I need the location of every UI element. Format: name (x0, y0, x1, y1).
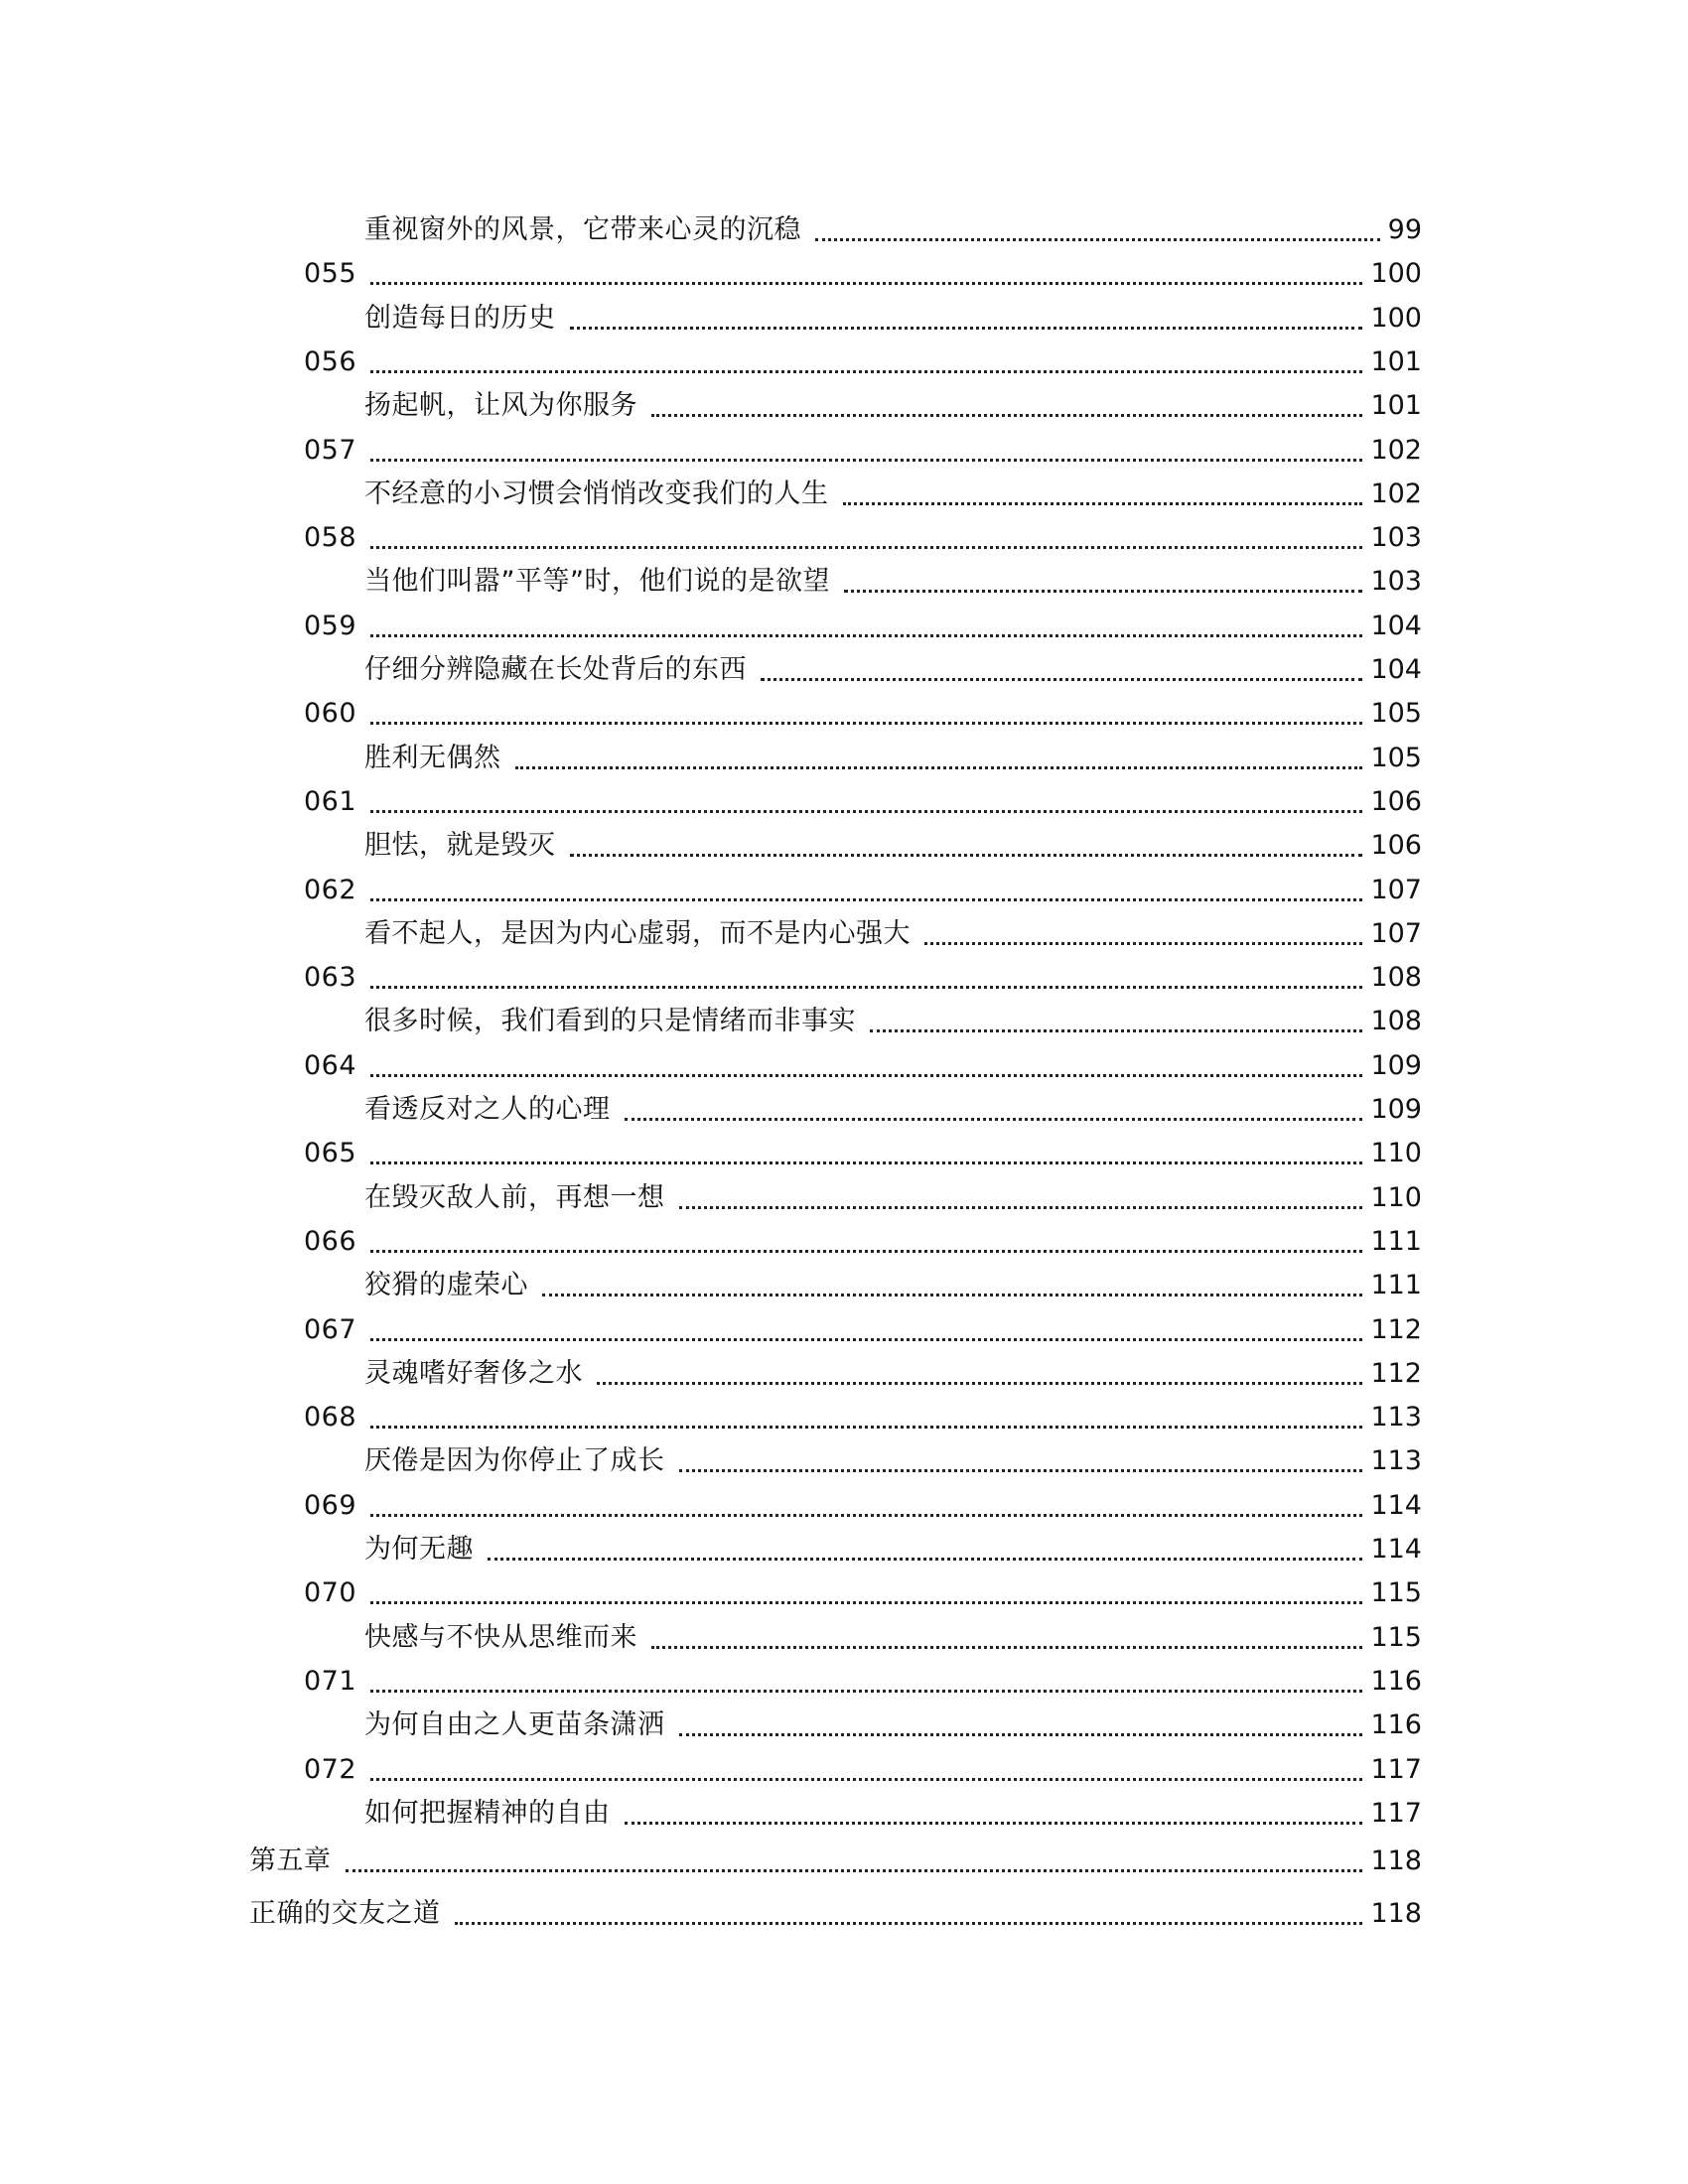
toc-entry[interactable] (364, 739, 1422, 778)
dot-leader (370, 546, 1362, 549)
toc-page-number: 110 (1370, 1181, 1422, 1213)
dot-leader (488, 1558, 1362, 1561)
toc-entry-title: 在毁灭敌人前，再想一想 (364, 1181, 665, 1213)
toc-entry-number[interactable] (304, 518, 1422, 558)
toc-page-number: 107 (1370, 917, 1422, 949)
dot-leader (679, 1206, 1363, 1209)
dot-leader (455, 1922, 1363, 1925)
toc-entry-title: 快感与不快从思维而来 (364, 1621, 637, 1653)
toc-entry-title: 正确的交友之道 (249, 1898, 441, 1930)
toc-entry-title: 当他们叫嚣”平等”时，他们说的是欲望 (364, 566, 830, 598)
toc-page-number: 99 (1387, 214, 1422, 245)
toc-entry-number[interactable] (304, 1750, 1422, 1790)
toc-entry-title: 055 (304, 258, 357, 290)
dot-leader (597, 1382, 1362, 1385)
toc-entry-title: 062 (304, 874, 357, 905)
dot-leader (370, 1161, 1362, 1164)
dot-leader (815, 238, 1380, 241)
toc-entry-title: 069 (304, 1489, 357, 1521)
toc-entry[interactable] (364, 1618, 1422, 1658)
toc-page-number: 100 (1370, 258, 1422, 290)
toc-page-number: 105 (1370, 742, 1422, 773)
dot-leader (370, 1250, 1362, 1253)
toc-entry-number[interactable] (304, 1310, 1422, 1350)
toc-page-number: 105 (1370, 698, 1422, 730)
toc-entry-title: 为何自由之人更苗条潇洒 (364, 1709, 665, 1741)
toc-page-number: 113 (1370, 1445, 1422, 1477)
toc-page-number: 107 (1370, 874, 1422, 905)
dot-leader (370, 810, 1362, 813)
toc-entry[interactable] (364, 475, 1422, 514)
toc-page-number: 104 (1370, 610, 1422, 641)
dot-leader (346, 1869, 1363, 1872)
toc-entry-title: 胜利无偶然 (364, 742, 501, 773)
toc-entry-number[interactable] (304, 1662, 1422, 1702)
dot-leader (370, 1426, 1362, 1429)
toc-entry-title: 059 (304, 610, 357, 641)
toc-entry[interactable] (364, 299, 1422, 339)
toc-chapter-entry[interactable] (249, 1894, 1422, 1934)
toc-entry-title: 071 (304, 1665, 357, 1697)
dot-leader (843, 502, 1363, 505)
toc-page-number: 117 (1370, 1797, 1422, 1829)
toc-page-number: 108 (1370, 962, 1422, 994)
dot-leader (924, 942, 1362, 945)
dot-leader (370, 986, 1362, 989)
toc-page-number: 114 (1370, 1489, 1422, 1521)
toc-entry[interactable] (364, 650, 1422, 690)
toc-page-number: 112 (1370, 1313, 1422, 1345)
toc-entry-number[interactable] (304, 871, 1422, 910)
dot-leader (515, 766, 1363, 769)
toc-entry-title: 063 (304, 962, 357, 994)
toc-page-number: 113 (1370, 1402, 1422, 1433)
toc-page-number: 112 (1370, 1357, 1422, 1389)
toc-entry-title: 创造每日的历史 (364, 302, 556, 334)
dot-leader (625, 1118, 1363, 1121)
toc-entry-number[interactable] (304, 958, 1422, 998)
dot-leader (870, 1029, 1362, 1032)
toc-page-number: 103 (1370, 522, 1422, 554)
dot-leader (370, 1338, 1362, 1341)
toc-entry-number[interactable] (304, 694, 1422, 734)
toc-entry-title: 重视窗外的风景，它带来心灵的沉稳 (364, 214, 801, 245)
toc-entry-number[interactable] (304, 342, 1422, 382)
toc-entry-title: 067 (304, 1313, 357, 1345)
toc-entry[interactable] (364, 1794, 1422, 1834)
toc-page-number: 101 (1370, 390, 1422, 422)
dot-leader (370, 1514, 1362, 1517)
toc-entry[interactable] (364, 1441, 1422, 1481)
toc-entry-number[interactable] (304, 1573, 1422, 1613)
toc-entry-title: 060 (304, 698, 357, 730)
toc-entry[interactable] (364, 1530, 1422, 1570)
toc-entry-title: 不经意的小习惯会悄悄改变我们的人生 (364, 478, 829, 509)
toc-entry-title: 厌倦是因为你停止了成长 (364, 1445, 665, 1477)
dot-leader (370, 1778, 1362, 1781)
toc-page-number: 109 (1370, 1094, 1422, 1125)
toc-entry-title: 061 (304, 785, 357, 817)
toc-page-number: 115 (1370, 1621, 1422, 1653)
toc-entry-title: 如何把握精神的自由 (364, 1797, 611, 1829)
toc-entry-number[interactable] (304, 607, 1422, 646)
toc-entry-title: 057 (304, 434, 357, 466)
toc-entry[interactable] (364, 1178, 1422, 1218)
toc-entry-title: 066 (304, 1225, 357, 1257)
toc-entry-number[interactable] (304, 1222, 1422, 1262)
toc-entry-number[interactable] (304, 254, 1422, 294)
toc-entry-title: 看不起人，是因为内心虚弱，而不是内心强大 (364, 917, 911, 949)
toc-entry[interactable] (364, 1354, 1422, 1394)
dot-leader (370, 1690, 1362, 1693)
toc-entry-title: 仔细分辨隐藏在长处背后的东西 (364, 654, 747, 685)
toc-page-number: 101 (1370, 345, 1422, 377)
toc-entry[interactable] (364, 386, 1422, 426)
toc-page-number: 111 (1370, 1270, 1422, 1301)
toc-page-number: 111 (1370, 1225, 1422, 1257)
dot-leader (370, 634, 1362, 637)
toc-page-number: 106 (1370, 830, 1422, 862)
toc-entry-title: 068 (304, 1402, 357, 1433)
toc-page-number: 114 (1370, 1534, 1422, 1565)
toc-page-number: 106 (1370, 785, 1422, 817)
toc-page-number: 104 (1370, 654, 1422, 685)
toc-entry[interactable] (364, 210, 1422, 250)
toc-entry[interactable] (364, 1706, 1422, 1745)
toc-entry[interactable] (364, 826, 1422, 866)
toc-page-number: 117 (1370, 1753, 1422, 1785)
toc-entry-title: 064 (304, 1049, 357, 1081)
dot-leader (542, 1294, 1362, 1297)
toc-entry-number[interactable] (304, 1046, 1422, 1086)
toc-entry-title: 065 (304, 1138, 357, 1169)
toc-entry-number[interactable] (304, 431, 1422, 471)
dot-leader (679, 1733, 1363, 1736)
toc-entry-number[interactable] (304, 1486, 1422, 1526)
dot-leader (679, 1469, 1363, 1472)
toc-page-number: 118 (1370, 1898, 1422, 1930)
dot-leader (651, 1646, 1362, 1649)
toc-entry-title: 很多时候，我们看到的只是情绪而非事实 (364, 1006, 856, 1037)
toc-entry[interactable] (364, 562, 1422, 602)
toc-entry-title: 扬起帆，让风为你服务 (364, 390, 637, 422)
toc-page-number: 102 (1370, 478, 1422, 509)
dot-leader (651, 414, 1362, 417)
toc-entry[interactable] (364, 1090, 1422, 1130)
toc-entry-title: 看透反对之人的心理 (364, 1094, 611, 1125)
toc-chapter-entry[interactable] (249, 1842, 1422, 1881)
toc-page-number: 116 (1370, 1665, 1422, 1697)
toc-entry-title: 为何无趣 (364, 1534, 474, 1565)
toc-page-number: 116 (1370, 1709, 1422, 1741)
toc-page-number: 103 (1370, 566, 1422, 598)
toc-entry-title: 058 (304, 522, 357, 554)
dot-leader (625, 1822, 1363, 1825)
toc-page-number: 115 (1370, 1577, 1422, 1609)
dot-leader (570, 854, 1363, 857)
toc-entry-title: 070 (304, 1577, 357, 1609)
dot-leader (370, 722, 1362, 725)
dot-leader (761, 678, 1362, 681)
toc-page-number: 108 (1370, 1006, 1422, 1037)
toc-entry[interactable] (364, 914, 1422, 954)
toc-entry-title: 第五章 (249, 1845, 332, 1877)
toc-entry[interactable] (364, 1266, 1422, 1305)
toc-page-number: 110 (1370, 1138, 1422, 1169)
toc-entry-title: 狡猾的虚荣心 (364, 1270, 528, 1301)
dot-leader (844, 590, 1362, 593)
toc-entry-title: 072 (304, 1753, 357, 1785)
dot-leader (370, 370, 1362, 373)
toc-entry-title: 056 (304, 345, 357, 377)
dot-leader (370, 898, 1362, 901)
dot-leader (370, 282, 1362, 285)
toc-entry-title: 胆怯，就是毁灭 (364, 830, 556, 862)
toc-entry-number[interactable] (304, 1398, 1422, 1437)
dot-leader (570, 327, 1363, 330)
toc-page-number: 102 (1370, 434, 1422, 466)
toc-entry-number[interactable] (304, 782, 1422, 822)
toc-entry[interactable] (364, 1002, 1422, 1041)
toc-page-number: 100 (1370, 302, 1422, 334)
toc-entry-title: 灵魂嗜好奢侈之水 (364, 1357, 583, 1389)
toc-page-number: 118 (1370, 1845, 1422, 1877)
dot-leader (370, 1601, 1362, 1604)
dot-leader (370, 459, 1362, 462)
dot-leader (370, 1074, 1362, 1077)
toc-entry-number[interactable] (304, 1134, 1422, 1173)
toc-page-number: 109 (1370, 1049, 1422, 1081)
